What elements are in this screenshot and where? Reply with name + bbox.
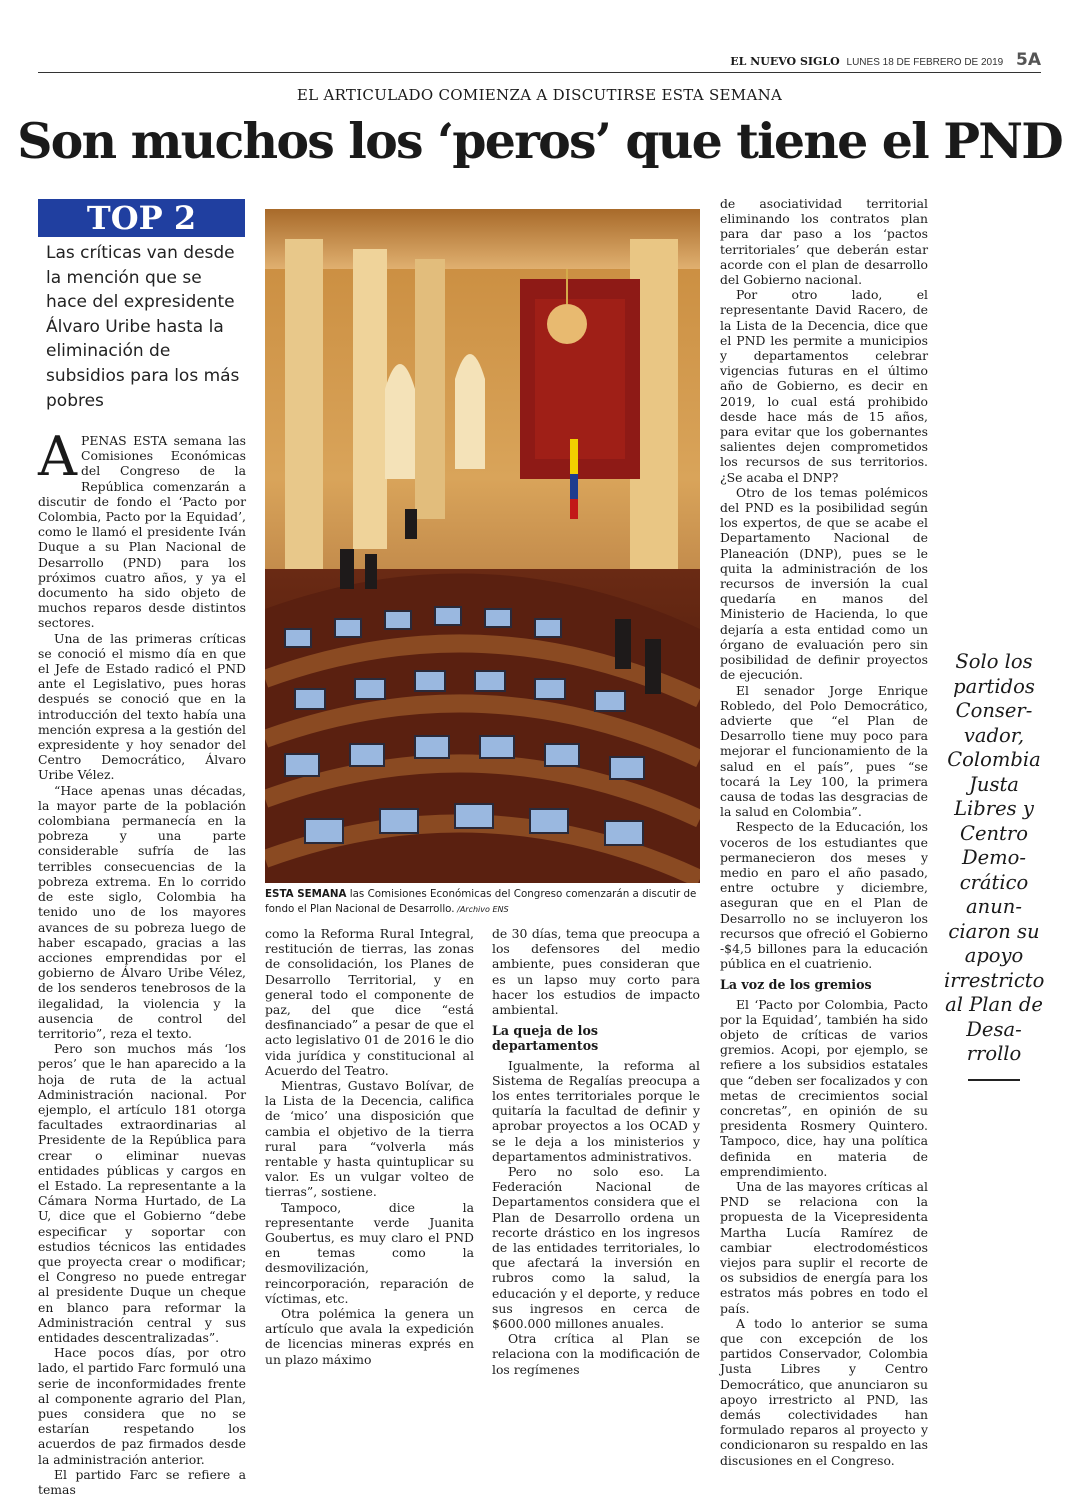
paragraph: El ‘Pacto por Colombia, Pacto por la Equidad’, también ha sido objeto de críticas de varios gremios. Acopi, por ejemplo, se refiere a los subsidios estatales que “deben ser focalizados y con metas de crecimientos social concretas”, en opinión de su presidenta Rosmery Quintero. Tampoco, dice, hay una política definida en materia de emprendimiento. xyxy=(720,996,928,1179)
page-number: 5A xyxy=(1016,50,1041,70)
paragraph: Pero son muchos más ‘los peros’ que le han aparecido a la hoja de ruta de la actual Administración nacional. Por ejemplo, el artículo 181 otorga facultades extraordinarias al Presidente de la República para crear o eliminar nuevas entidades públicas y cargos en el Estado. La representante a la Cámara Norma Hurtado, de La U, dice que el Gobierno “debe especificar y soportar con estudios técnicos las entidades que proyecta crear o modificar; el Congreso no puede entregar al presidente Duque un cheque en blanco para reformar la Administración central y sus entidades descentralizadas”. xyxy=(38,1041,246,1345)
article-column-4 xyxy=(720,196,928,1468)
paragraph: Mientras, Gustavo Bolívar, de la Lista de la Decencia, califica de ‘mico’ una disposición que cambia el objetivo de la tierra rural para “volverla más rentable y hasta quintuplicar su valor. Es un vulgar volteo de tierras”, sostiene. xyxy=(265,1078,474,1200)
congress-chamber-photo xyxy=(265,209,700,883)
paragraph: Tampoco, dice la representante verde Juanita Goubertus, es muy claro el PND en temas como la desmovilización, reincorporación, reparación de víctimas, etc. xyxy=(265,1199,474,1306)
photo-credit: /Archivo ENS xyxy=(454,905,509,914)
paragraph: Pero no solo eso. La Federación Nacional de Departamentos considera que el Plan de Desarrollo ordena un recorte drástico en los ingresos de las entidades territoriales, lo que afectará la inversión en rubros como la salud, la educación y el deporte, y reduce sus ingresos en cerca de $600.000 millones anuales. xyxy=(492,1164,700,1332)
subheading: La queja de los departamentos xyxy=(492,1023,599,1054)
paragraph: Hace pocos días, por otro lado, el partido Farc formuló una serie de inconformidades frente al componente agrario del Plan, pues considera que no se estarían respetando los acuerdos de paz firmados desde la administración anterior. xyxy=(38,1345,246,1467)
pull-quote-rule xyxy=(968,1079,1020,1081)
headline: Son muchos los ‘peros’ que tiene el PND xyxy=(17,112,1062,170)
caption-text: las Comisiones Económicas del Congreso comenzarán a discutir de fondo el Plan Nacional de Desarrollo. xyxy=(265,888,697,915)
lead-in: PENAS ESTA xyxy=(81,433,168,448)
paragraph: como la Reforma Rural Integral, restitución de tierras, las zonas de consolidación, los Planes de Desarrollo Territorial, y en general todo el componente de paz, del que dice “está desfinanciado” a pesar de que el acto legislativo 01 de 2016 le dio vida jurídica y constitucional al Acuerdo del Teatro. xyxy=(265,926,474,1078)
issue-date: LUNES 18 DE FEBRERO DE 2019 xyxy=(846,57,1004,68)
summary-text: Las críticas van desde la mención que se hace del expresidente Álvaro Uribe hasta la eliminación de subsidios para los más pobres xyxy=(46,243,240,411)
photo-caption xyxy=(265,887,700,917)
paragraph: Otra crítica al Plan se relaciona con la modificación de los regímenes xyxy=(492,1331,700,1377)
paragraph: Una de las primeras críticas se conoció el mismo día en que el Jefe de Estado radicó el PND ante el Legislativo, pues horas después se conoció que en la introducción del texto había una mención expresa a la gestión del expresidente y hoy senador del Centro Democrático, Álvaro Uribe Vélez. xyxy=(38,630,246,783)
top-badge: TOP 2 xyxy=(38,199,245,237)
page-folio xyxy=(38,48,1041,73)
paragraph: de 30 días, tema que preocupa a los defensores del medio ambiente, pues consideran que es un lapso muy corto para hacer los estudios de impacto ambiental. xyxy=(492,926,700,1018)
kicker: EL ARTICULADO COMIENZA A DISCUTIRSE ESTA SEMANA xyxy=(296,86,783,104)
paragraph: Por otro lado, el representante David Racero, de la Lista de la Decencia, dice que el PND les permite a municipios y departamentos celebrar vigencias futuras en el último año de Gobierno, es decir en 2019, lo cual está prohibido desde hace más de 15 años, para evitar que los gobernantes salientes dejen comprometidos los recursos de sus territorios. ¿Se acaba el DNP? xyxy=(720,287,928,485)
article-column-1 xyxy=(38,425,246,1497)
article-lead-paragraph: APENAS ESTA semana las Comisiones Económicas del Congreso de la República comenzarán a discutir de fondo el ‘Pacto por Colombia, Pacto por la Equidad’, como le llamó el presidente Iván Duque a su Plan Nacional de Desarrollo (PND) para los próximos cuatro años, y ya el documento ha sido objeto de muchos reparos desde distintos sectores. xyxy=(38,425,246,631)
paragraph: Una de las mayores críticas al PND se relaciona con la propuesta de la Vicepresidenta Martha Lucía Ramírez de cambiar electrodomésticos viejos para suplir el recorte de os subsidios de energía para los estratos más pobres en todo el país. xyxy=(720,1179,928,1316)
article-column-3 xyxy=(492,926,700,1377)
paragraph: Igualmente, la reforma al Sistema de Regalías preocupa a los entes territoriales porque le quitaría la facultad de definir y aprobar proyectos a los OCAD y se le deja a los ministerios y departamentos administrativos. xyxy=(492,1057,700,1164)
newspaper-name: EL NUEVO SIGLO xyxy=(730,55,840,68)
article-column-2 xyxy=(265,926,474,1367)
paragraph: Respecto de la Educación, los voceros de los estudiantes que permanecieron dos meses y medio en paro el año pasado, entre octubre y diciembre, aseguran que en el Plan de Desarrollo no se incluyeron los recursos que ofreció el Gobierno -$4,5 billones para la educación pública en el cuatrienio. xyxy=(720,819,928,972)
paragraph: El senador Jorge Enrique Robledo, del Polo Democrático, advierte que “el Plan de Desarrollo tiene muy poco para mejorar el funcionamiento de la salud en el país”, pues “se tocará la Ley 100, la primera causa de todas las desgracias de la salud en Colombia”. xyxy=(720,682,928,820)
paragraph: El partido Farc se refiere a temas xyxy=(38,1466,246,1497)
caption-lead: ESTA SEMANA xyxy=(265,888,347,900)
drop-cap: A xyxy=(38,425,77,488)
pull-quote: Solo los partidos Conser-vador, Colombia Justa Libres y Centro Demo-crático anun-ciaron su apoyo irrestricto al Plan de Desa-rrollo xyxy=(944,650,1045,1065)
paragraph: de asociatividad territorial eliminando los contratos plan para dar paso a los ‘pactos territoriales’ que deberán estar acorde con el plan de desarrollo del Gobierno nacional. xyxy=(720,196,928,288)
paragraph: “Hace apenas unas décadas, la mayor parte de la población colombiana permanecía en la pobreza y una parte considerable sufría de las terribles consecuencias de la pobreza extrema. En lo corrido de este siglo, Colombia ha tenido uno de los mayores avances de su pobreza luego de haber escapado, gracias a las acciones emprendidas por el gobierno de Álvaro Uribe Vélez, de los senderos tenebrosos de la ilegalidad, la violencia y la ausencia de control del territorio”, reza el texto. xyxy=(38,782,246,1041)
paragraph: Otra polémica la genera un artículo que avala la expedición de licencias mineras exprés en un plazo máximo xyxy=(265,1306,474,1367)
subheading: La voz de los gremios xyxy=(720,977,872,993)
paragraph: A todo lo anterior se suma que con excepción de los partidos Conservador, Colombia Justa Libres y Centro Democrático, que anunciaron su apoyo irrestricto al PND, las demás colectividades han formulado reparos al proyecto y condicionaron su respaldo en las discusiones en el Congreso. xyxy=(720,1315,928,1468)
paragraph: Otro de los temas polémicos del PND es la posibilidad según los expertos, de que se acabe el Departamento Nacional de Planeación (DNP), pues se le quita la administración de los recursos de inversión la cual quedaría en manos del Ministerio de Hacienda, lo que dejaría a esta entidad como un órgano de evaluación pero sin posibilidad de definir proyectos de ejecución. xyxy=(720,484,928,683)
